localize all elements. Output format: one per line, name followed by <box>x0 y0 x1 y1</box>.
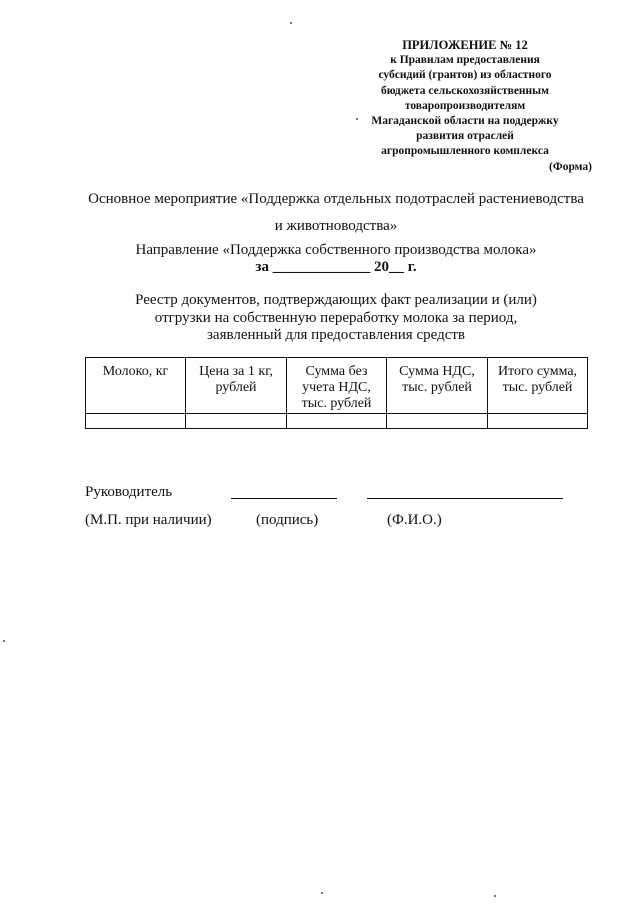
appendix-line: субсидий (грантов) из областного <box>378 69 552 82</box>
sign-label: (подпись) <box>256 512 319 528</box>
scan-speck <box>290 22 292 24</box>
column-header-milk: Молоко, кг <box>86 358 186 414</box>
appendix-line: Магаданской области на поддержку <box>371 115 559 128</box>
column-header-vat: Сумма НДС, тыс. рублей <box>387 358 488 414</box>
form-label: (Форма) <box>548 160 592 173</box>
name-label: (Ф.И.О.) <box>387 512 442 528</box>
registry-line: отгрузки на собственную переработку молока за период, <box>154 309 518 326</box>
registry-line: заявленный для предоставления средств <box>206 327 465 343</box>
appendix-line: бюджета сельскохозяйственным <box>381 84 549 97</box>
main-event-line: и животноводства» <box>274 218 398 234</box>
appendix-line: товаропроизводителям <box>404 99 526 112</box>
name-line[interactable] <box>367 498 563 499</box>
signature-line[interactable] <box>231 498 337 499</box>
table-row <box>86 414 588 429</box>
seal-label: (М.П. при наличии) <box>85 512 212 528</box>
appendix-line: агропромышленного комплекса <box>381 145 549 158</box>
scan-speck <box>321 892 323 894</box>
registry-table <box>85 357 588 429</box>
scan-speck <box>3 640 5 642</box>
column-header-price: Цена за 1 кг, рублей <box>186 358 287 414</box>
table-cell[interactable] <box>287 414 387 429</box>
appendix-header <box>340 38 590 175</box>
appendix-line: развития отраслей <box>416 130 514 143</box>
period-line: за _____________ 20__ г. <box>255 259 417 275</box>
appendix-title: ПРИЛОЖЕНИЕ № 12 <box>402 38 528 52</box>
appendix-line: к Правилам предоставления <box>390 54 540 67</box>
table-cell[interactable] <box>86 414 186 429</box>
table-cell[interactable] <box>387 414 488 429</box>
head-label: Руководитель <box>85 484 173 500</box>
registry-line: Реестр документов, подтверждающих факт реализации и (или) <box>135 292 537 308</box>
main-event-line: Основное мероприятие «Поддержка отдельных подотраслей растениеводства <box>88 191 584 207</box>
column-header-total: Итого сумма, тыс. рублей <box>488 358 588 414</box>
table-cell[interactable] <box>488 414 588 429</box>
column-header-sum-without-vat: Сумма без учета НДС, тыс. рублей <box>287 358 387 414</box>
table-header-row <box>86 358 588 414</box>
signature-block <box>85 484 590 534</box>
scan-speck <box>494 895 496 897</box>
main-event-title <box>80 186 592 240</box>
direction-title: Направление «Поддержка собственного производства молока» <box>135 242 537 258</box>
scan-speck <box>356 118 358 120</box>
table-cell[interactable] <box>186 414 287 429</box>
registry-title <box>80 292 592 345</box>
